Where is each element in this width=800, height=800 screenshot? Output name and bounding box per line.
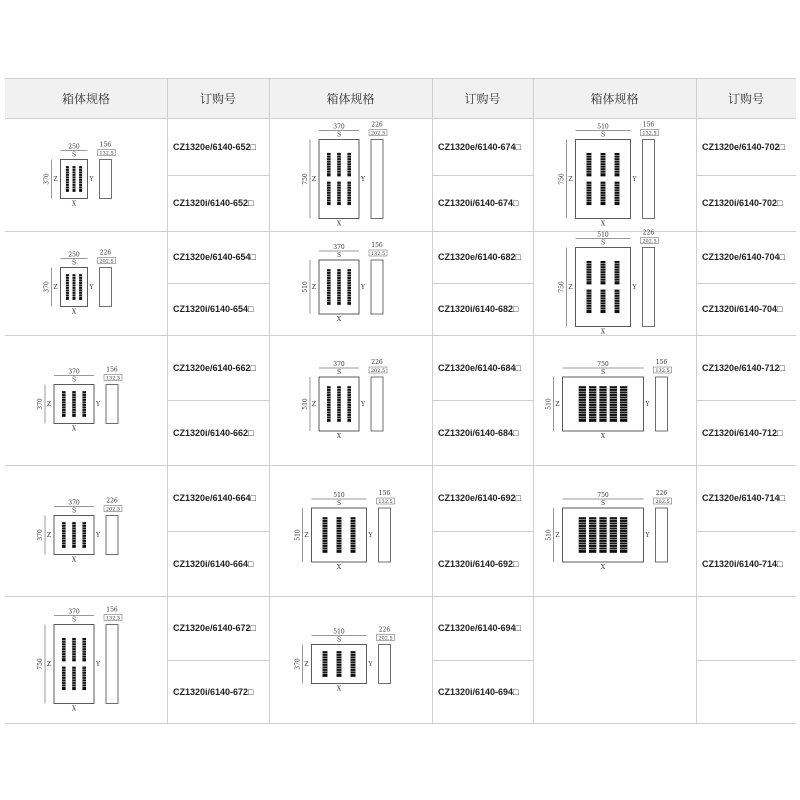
inner-depth-label: 132.5 (642, 130, 657, 137)
module-row (66, 166, 69, 192)
column-header: 箱体规格 (269, 78, 432, 118)
y-axis-label: Y (96, 661, 100, 668)
x-axis-label: X (336, 316, 342, 323)
z-axis-label: Z (304, 532, 309, 539)
row-divider (5, 465, 796, 466)
height-label: 510 (545, 529, 553, 541)
s-axis-label: S (71, 507, 77, 515)
depth-label: 226 (106, 497, 118, 505)
y-axis-label: Y (96, 532, 100, 539)
order-code: CZ1320i/6140-672□ (173, 686, 254, 697)
width-label: 370 (68, 368, 80, 376)
width-label: 510 (333, 628, 345, 636)
z-axis-label: Z (555, 532, 560, 539)
inner-depth-label: 202.5 (642, 238, 657, 245)
module-row (337, 517, 342, 553)
z-axis-label: Z (311, 284, 317, 291)
y-axis-label: Y (96, 401, 100, 408)
side-view-box (643, 140, 655, 219)
width-label: 750 (597, 492, 609, 499)
y-axis-label: Y (89, 284, 94, 291)
enclosure-drawing (21, 605, 151, 715)
module-row (327, 269, 331, 305)
x-axis-label: X (71, 425, 77, 433)
enclosure-drawing (286, 228, 416, 338)
order-code: CZ1320e/6140-702□ (702, 141, 785, 152)
enclosure-drawing (545, 345, 680, 455)
header-bottom-border (5, 118, 796, 119)
height-label: 370 (37, 529, 44, 541)
module-row (347, 269, 351, 305)
height-label: 510 (302, 281, 309, 293)
width-label: 370 (68, 499, 80, 507)
y-axis-label: Y (361, 176, 365, 183)
x-axis-label: X (600, 433, 606, 440)
x-axis-label: X (71, 705, 77, 713)
y-axis-label: Y (645, 401, 650, 408)
order-code: CZ1320e/6140-654□ (173, 252, 256, 262)
module-row (351, 651, 356, 677)
width-label: 510 (597, 231, 609, 239)
s-axis-label: S (336, 131, 342, 139)
enclosure-drawing (21, 120, 151, 230)
depth-label: 226 (655, 490, 668, 497)
module-row (337, 269, 341, 305)
order-code: CZ1320i/6140-654□ (173, 304, 254, 314)
column-divider (269, 78, 270, 118)
module-row (323, 517, 328, 553)
order-code: CZ1320e/6140-674□ (438, 141, 521, 152)
s-axis-label: S (600, 239, 606, 247)
order-code: CZ1320i/6140-692□ (438, 558, 519, 569)
module-row (82, 522, 86, 548)
height-label: 750 (558, 173, 566, 185)
side-view-box (371, 140, 383, 219)
s-axis-label: S (71, 616, 77, 624)
enclosure-drawing (545, 476, 680, 586)
inner-depth-label: 132.5 (655, 368, 670, 374)
depth-label: 226 (371, 121, 383, 129)
s-axis-label: S (336, 636, 342, 644)
module-row (62, 522, 66, 548)
x-axis-label: X (71, 200, 77, 208)
s-axis-label: S (600, 500, 606, 507)
depth-label: 226 (371, 359, 383, 366)
module-row (72, 522, 76, 548)
depth-label: 156 (99, 141, 112, 149)
module-row (327, 386, 331, 422)
height-label: 510 (294, 529, 302, 541)
depth-label: 226 (642, 229, 655, 237)
column-divider (533, 78, 534, 118)
front-view-box (54, 625, 94, 704)
z-axis-label: Z (53, 284, 58, 291)
x-axis-label: X (336, 220, 342, 228)
code-divider (696, 660, 796, 661)
height-label: 750 (37, 658, 44, 670)
order-code: CZ1320i/6140-704□ (702, 304, 783, 314)
y-axis-label: Y (632, 176, 637, 183)
side-view-box (643, 248, 655, 327)
x-axis-label: X (600, 220, 606, 228)
depth-label: 156 (106, 606, 118, 614)
module-row (589, 386, 596, 422)
inner-depth-label: 132.5 (105, 615, 121, 622)
x-axis-label: X (600, 564, 606, 571)
s-axis-label: S (71, 151, 77, 159)
height-label: 510 (302, 398, 309, 410)
column-divider (432, 78, 433, 118)
inner-depth-label: 202.5 (655, 499, 670, 505)
column-header: 订购号 (167, 78, 269, 118)
order-code: CZ1320i/6140-664□ (173, 558, 254, 569)
module-row (73, 166, 76, 192)
z-axis-label: Z (555, 401, 560, 408)
order-code: CZ1320i/6140-714□ (702, 558, 783, 569)
x-axis-label: X (600, 328, 606, 336)
module-row (599, 386, 606, 422)
depth-label: 226 (378, 626, 391, 634)
front-view-box (576, 248, 631, 327)
module-row (72, 391, 76, 417)
side-view-box (100, 160, 112, 199)
order-code: CZ1320e/6140-712□ (702, 362, 785, 373)
width-label: 510 (333, 492, 345, 499)
s-axis-label: S (336, 369, 342, 376)
module-row (579, 386, 586, 422)
module-row (337, 651, 342, 677)
module-row (337, 386, 341, 422)
inner-depth-label: 132.5 (105, 375, 121, 382)
enclosure-drawing (286, 476, 416, 586)
enclosure-drawing (21, 345, 151, 455)
z-axis-label: Z (311, 176, 317, 183)
s-axis-label: S (600, 369, 606, 376)
z-axis-label: Z (46, 401, 52, 408)
depth-label: 156 (642, 121, 655, 129)
enclosure-drawing (21, 476, 151, 586)
s-axis-label: S (600, 131, 606, 139)
s-axis-label: S (71, 376, 77, 384)
module-row (79, 274, 82, 300)
enclosure-drawing (286, 345, 416, 455)
width-label: 370 (333, 244, 345, 251)
side-view-box (656, 508, 668, 562)
height-label: 750 (302, 173, 309, 185)
module-row (351, 517, 356, 553)
module-row (347, 386, 351, 422)
order-code: CZ1320e/6140-652□ (173, 141, 256, 152)
module-row (610, 386, 617, 422)
s-axis-label: S (336, 252, 342, 259)
order-code: CZ1320e/6140-684□ (438, 362, 521, 373)
module-row (599, 517, 606, 553)
inner-depth-label: 132.5 (370, 251, 386, 257)
order-code: CZ1320e/6140-714□ (702, 493, 785, 503)
width-label: 250 (68, 251, 80, 259)
y-axis-label: Y (89, 176, 94, 183)
height-label: 370 (294, 658, 302, 670)
z-axis-label: Z (46, 661, 52, 668)
column-header: 订购号 (432, 78, 533, 118)
depth-label: 156 (655, 359, 668, 366)
module-row (79, 166, 82, 192)
x-axis-label: X (336, 433, 342, 440)
order-code: CZ1320i/6140-652□ (173, 198, 254, 208)
module-row (62, 391, 66, 417)
z-axis-label: Z (53, 176, 58, 183)
column-divider (533, 118, 534, 723)
x-axis-label: X (336, 564, 342, 571)
side-view-box (100, 268, 112, 307)
height-label: 370 (43, 281, 51, 293)
order-code: CZ1320e/6140-682□ (438, 252, 521, 262)
z-axis-label: Z (304, 661, 309, 668)
y-axis-label: Y (361, 401, 365, 408)
x-axis-label: X (71, 556, 77, 564)
width-label: 510 (597, 123, 609, 131)
y-axis-label: Y (368, 661, 373, 668)
height-label: 370 (37, 398, 44, 410)
order-code: CZ1320e/6140-662□ (173, 362, 256, 373)
module-row (66, 274, 69, 300)
width-label: 370 (333, 361, 345, 368)
y-axis-label: Y (368, 532, 373, 539)
s-axis-label: S (71, 259, 77, 267)
order-code: CZ1320e/6140-694□ (438, 623, 521, 633)
enclosure-drawing (550, 120, 680, 230)
module-row (579, 517, 586, 553)
inner-depth-label: 202.5 (370, 368, 386, 374)
width-label: 250 (68, 143, 80, 151)
column-header: 箱体规格 (533, 78, 696, 118)
order-code: CZ1320i/6140-662□ (173, 427, 254, 438)
inner-depth-label: 132.5 (378, 499, 393, 505)
width-label: 750 (597, 361, 609, 368)
front-view-box (319, 140, 359, 219)
side-view-box (106, 516, 118, 555)
inner-depth-label: 202.5 (99, 258, 114, 265)
module-row (73, 274, 76, 300)
inner-depth-label: 202.5 (378, 635, 393, 642)
module-row (82, 391, 86, 417)
order-code: CZ1320i/6140-684□ (438, 427, 519, 438)
y-axis-label: Y (645, 532, 650, 539)
order-code: CZ1320i/6140-712□ (702, 427, 783, 438)
row-divider (5, 723, 796, 724)
s-axis-label: S (336, 500, 342, 507)
inner-depth-label: 132.5 (99, 150, 114, 157)
module-row (589, 517, 596, 553)
column-divider (269, 118, 270, 723)
row-divider (5, 596, 796, 597)
order-code: CZ1320e/6140-664□ (173, 493, 256, 503)
side-view-box (656, 377, 668, 431)
side-view-box (106, 385, 118, 424)
order-code: CZ1320e/6140-692□ (438, 493, 521, 503)
order-code: CZ1320i/6140-682□ (438, 304, 519, 314)
order-code: CZ1320i/6140-694□ (438, 686, 519, 697)
z-axis-label: Z (568, 176, 573, 183)
height-label: 510 (545, 398, 553, 410)
module-row (610, 517, 617, 553)
width-label: 370 (333, 123, 345, 131)
module-row (620, 517, 627, 553)
front-view-box (576, 140, 631, 219)
depth-label: 156 (106, 366, 118, 374)
module-row (323, 651, 328, 677)
y-axis-label: Y (361, 284, 365, 291)
order-code: CZ1320e/6140-704□ (702, 252, 785, 262)
enclosure-drawing (550, 228, 680, 338)
depth-label: 226 (99, 249, 112, 257)
column-header: 订购号 (696, 78, 796, 118)
column-divider (696, 78, 697, 118)
x-axis-label: X (71, 308, 77, 316)
side-view-box (379, 645, 391, 684)
depth-label: 156 (378, 490, 391, 497)
side-view-box (379, 508, 391, 562)
table-top-border (5, 78, 796, 79)
enclosure-drawing (286, 605, 416, 715)
enclosure-drawing (21, 228, 151, 338)
x-axis-label: X (336, 685, 342, 693)
inner-depth-label: 202.5 (105, 506, 121, 513)
z-axis-label: Z (568, 284, 573, 291)
order-code: CZ1320i/6140-674□ (438, 198, 519, 208)
side-view-box (371, 260, 383, 314)
module-row (620, 386, 627, 422)
y-axis-label: Y (632, 284, 637, 291)
enclosure-drawing (286, 120, 416, 230)
column-divider (167, 78, 168, 118)
column-header: 箱体规格 (5, 78, 167, 118)
width-label: 370 (68, 608, 80, 616)
height-label: 750 (558, 281, 566, 293)
z-axis-label: Z (46, 532, 52, 539)
inner-depth-label: 202.5 (370, 130, 386, 137)
z-axis-label: Z (311, 401, 317, 408)
height-label: 370 (43, 173, 51, 185)
side-view-box (106, 625, 118, 704)
order-code: CZ1320i/6140-702□ (702, 198, 783, 208)
order-code: CZ1320e/6140-672□ (173, 623, 256, 633)
side-view-box (371, 377, 383, 431)
depth-label: 156 (371, 242, 383, 249)
